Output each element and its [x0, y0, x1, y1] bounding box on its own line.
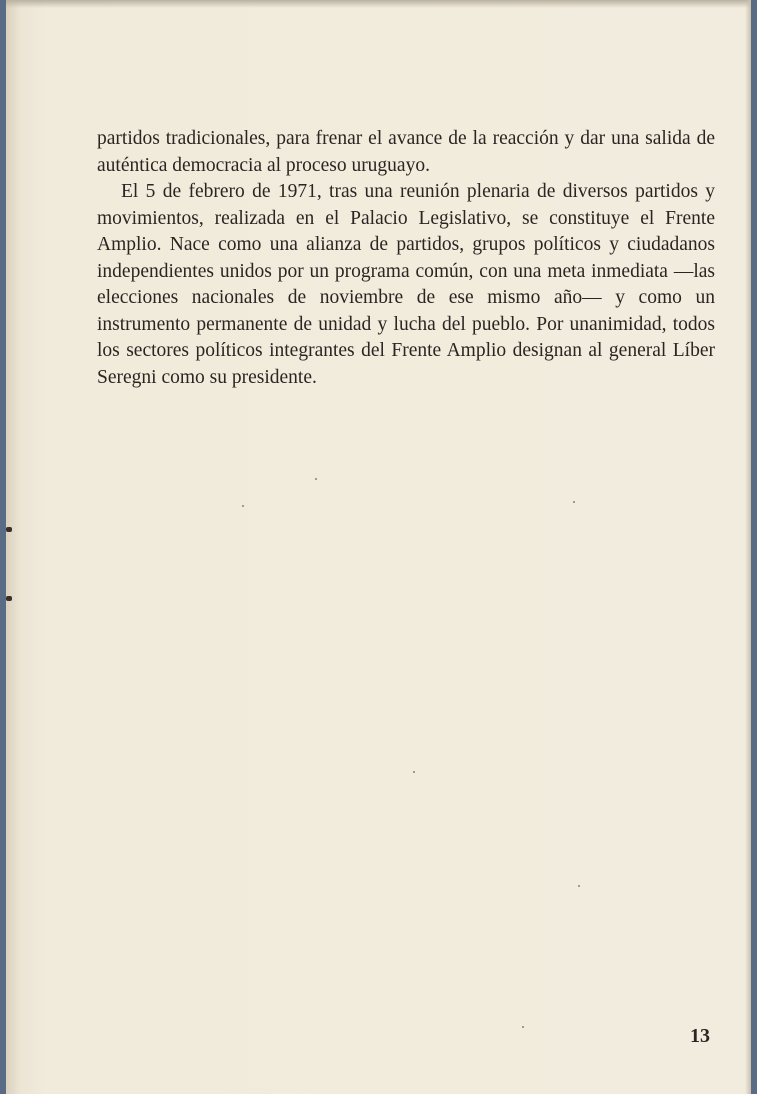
body-text [97, 126, 715, 391]
paragraph: partidos tradicionales, para frenar el avance de la reacción y dar una salida de auténtica democracia al proceso uruguayo. [97, 128, 715, 176]
paper-speck [578, 885, 580, 887]
page-top-shadow [6, 0, 751, 8]
page-right-edge [745, 0, 751, 1094]
paper-speck [573, 501, 575, 503]
paper-speck [413, 771, 415, 773]
binding-mark [6, 596, 12, 601]
binding-mark [6, 527, 12, 532]
paper-speck [315, 478, 317, 480]
book-page [6, 0, 751, 1094]
paragraph: El 5 de febrero de 1971, tras una reunión plenaria de diversos partidos y movimientos, realizada en el Palacio Legislativo, se constituye el Frente Amplio. Nace como una alianza de partidos, grupos políticos y ciudadanos independientes unidos por un programa común, con una meta inmediata —las elecciones nacionales de noviembre de ese mismo año— y como un instrumento permanente de unidad y lucha del pueblo. Por unanimidad, todos los sectores políticos integrantes del Frente Amplio designan al general Líber Seregni como su presidente. [97, 181, 715, 388]
paper-speck [242, 505, 244, 507]
page-number: 13 [690, 1025, 710, 1047]
paper-speck [522, 1026, 524, 1028]
